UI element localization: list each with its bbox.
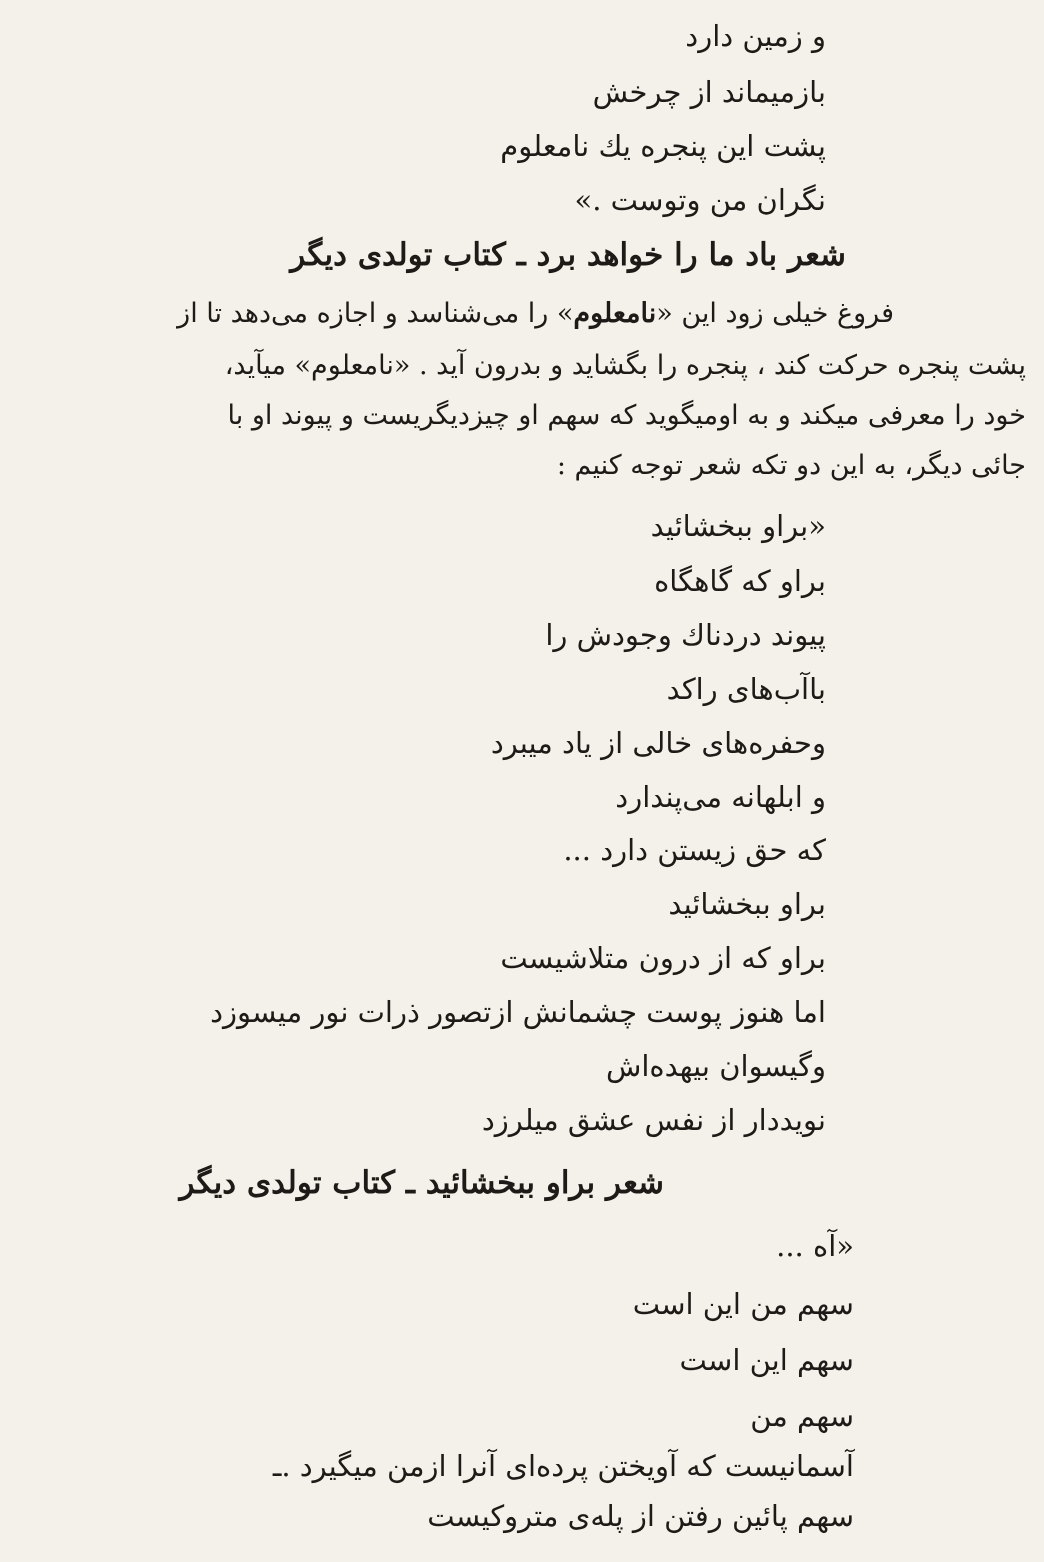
verse-bottom-line: سهم پائین رفتن از پله‌ی متروکیست [427, 1499, 854, 1533]
verse-top-line: و زمین دارد [685, 19, 826, 53]
verse-bottom-line: سهم من [750, 1399, 854, 1433]
verse-bottom-line: سهم من این است [632, 1287, 854, 1321]
paragraph-text: فروغ خیلی زود این « [656, 298, 894, 329]
verse-line: براو که گاهگاه [654, 564, 826, 598]
poem-source-heading: شعر براو ببخشائید ـ کتاب تولدی دیگر [179, 1165, 664, 1201]
verse-bottom-line: سهم این است [679, 1343, 854, 1377]
verse-line: براو که از درون متلاشیست [500, 941, 826, 975]
verse-line: باآب‌های راکد [666, 672, 826, 706]
verse-bottom-line: «آه ... [776, 1229, 854, 1263]
paragraph-line [177, 300, 894, 327]
paragraph-emphasis: نامعلوم [573, 298, 657, 329]
verse-top-line: نگران من وتوست .» [574, 183, 826, 217]
verse-line: که حق زیستن دارد ... [563, 833, 826, 867]
poem-source-heading: شعر باد ما را خواهد برد ـ کتاب تولدی دیگر [290, 237, 846, 273]
paragraph-text: » را می‌شناسد و اجازه می‌دهد تا از [177, 298, 574, 329]
verse-line: براو ببخشائید [668, 887, 826, 921]
verse-line: وحفره‌های خالی از یاد میبرد [490, 726, 826, 760]
verse-line: «براو ببخشائید [650, 509, 826, 543]
verse-line: پیوند دردناك وجودش را [545, 618, 826, 652]
paragraph-line: جائی دیگر، به این دو تکه شعر توجه کنیم : [556, 450, 1026, 481]
verse-top-line: بازمیماند از چرخش [592, 75, 826, 109]
verse-top-line: پشت این پنجره یك نامعلوم [500, 129, 826, 163]
verse-bottom-line: آسمانیست که آویختن پرده‌ای آنرا ازمن میگیرد .ـ [272, 1449, 854, 1483]
verse-line: نویددار از نفس عشق میلرزد [481, 1103, 826, 1137]
verse-line: وگیسوان بیهده‌اش [605, 1049, 826, 1083]
paragraph-line: پشت پنجره حرکت کند ، پنجره را بگشاید و بدرون آید . «نامعلوم» میآید، [224, 350, 1026, 381]
paragraph-line: خود را معرفی میکند و به اومیگوید که سهم او چیزدیگریست و پیوند او با [227, 400, 1026, 431]
verse-line: و ابلهانه می‌پندارد [615, 780, 826, 814]
verse-line: اما هنوز پوست چشمانش ازتصور ذرات نور میسوزد [210, 995, 826, 1029]
